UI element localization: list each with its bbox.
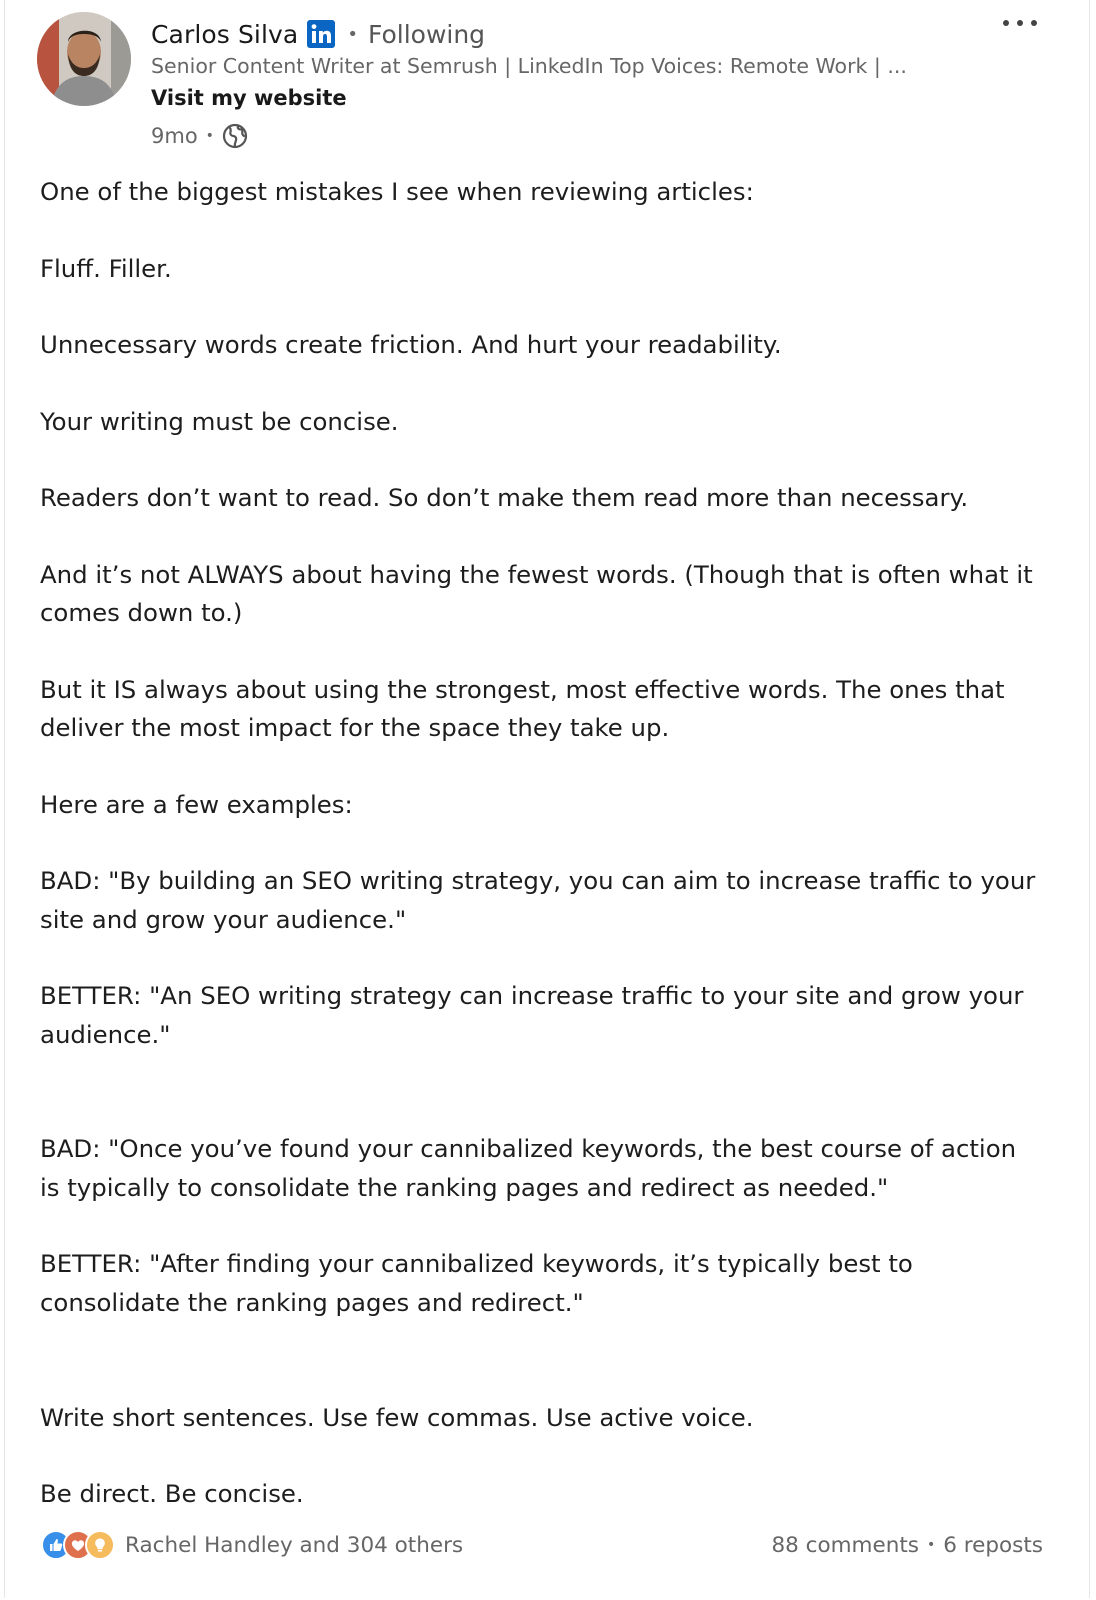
separator-dot: • <box>926 1537 936 1553</box>
post-paragraph: BETTER: "An SEO writing strategy can increase traffic to your site and grow your audience." <box>40 981 1024 1049</box>
post-paragraph: One of the biggest mistakes I see when reviewing articles: <box>40 177 754 206</box>
separator-dot: • <box>205 128 214 144</box>
visit-website-link[interactable]: Visit my website <box>151 86 347 110</box>
more-options-icon[interactable] <box>1003 10 1037 36</box>
linkedin-icon <box>307 20 335 48</box>
reactions-summary[interactable] <box>41 1530 463 1560</box>
post-paragraph: Unnecessary words create friction. And hurt your readability. <box>40 330 782 360</box>
following-status[interactable]: Following <box>367 19 486 49</box>
post-meta <box>151 121 248 151</box>
social-counts-bar <box>41 1527 1043 1563</box>
post-paragraph: Write short sentences. Use few commas. Use active voice. <box>40 1402 754 1432</box>
post-card <box>4 0 1090 1598</box>
post-paragraph: Your writing must be concise. <box>40 406 399 436</box>
post-paragraph: But it IS always about using the strongest, most effective words. The ones that deliver the most impact for the space they take up. <box>40 674 1005 743</box>
post-paragraph: Readers don’t want to read. So don’t make them read more than necessary. <box>40 483 969 513</box>
avatar[interactable] <box>37 12 131 106</box>
author-headline: Senior Content Writer at Semrush | LinkedIn Top Voices: Remote Work | ... <box>151 54 907 78</box>
reaction-icons <box>41 1530 115 1560</box>
author-name[interactable]: Carlos Silva <box>151 19 299 49</box>
post-paragraph: BETTER: "After finding your cannibalized keywords, it’s typically best to consolidate the ranking pages and redirect." <box>40 1249 913 1317</box>
post-paragraph: Fluff. Filler. <box>40 253 172 283</box>
post-time: 9mo <box>151 124 198 148</box>
post-paragraph: BAD: "Once you’ve found your cannibalized keywords, the best course of action is typically to consolidate the ranking pages and redirect as needed." <box>40 1134 1017 1202</box>
post-paragraph: BAD: "By building an SEO writing strategy, you can aim to increase traffic to your site and grow your audience." <box>40 866 1036 934</box>
insightful-reaction-icon <box>85 1530 115 1560</box>
post-paragraph: And it’s not ALWAYS about having the fewest words. (Though that is often what it comes down to.) <box>40 559 1033 628</box>
comments-count-link[interactable]: 88 comments <box>771 1532 919 1558</box>
globe-icon <box>222 123 248 149</box>
engagement-stats <box>771 1533 1043 1558</box>
separator-dot: • <box>347 23 358 45</box>
author-row <box>151 16 485 52</box>
reposts-count-link[interactable]: 6 reposts <box>943 1532 1043 1558</box>
post-body <box>40 173 1040 1552</box>
post-paragraph: Be direct. Be concise. <box>40 1479 304 1509</box>
post-paragraph: Here are a few examples: <box>40 789 353 819</box>
reactions-count: Rachel Handley and 304 others <box>125 1532 464 1558</box>
